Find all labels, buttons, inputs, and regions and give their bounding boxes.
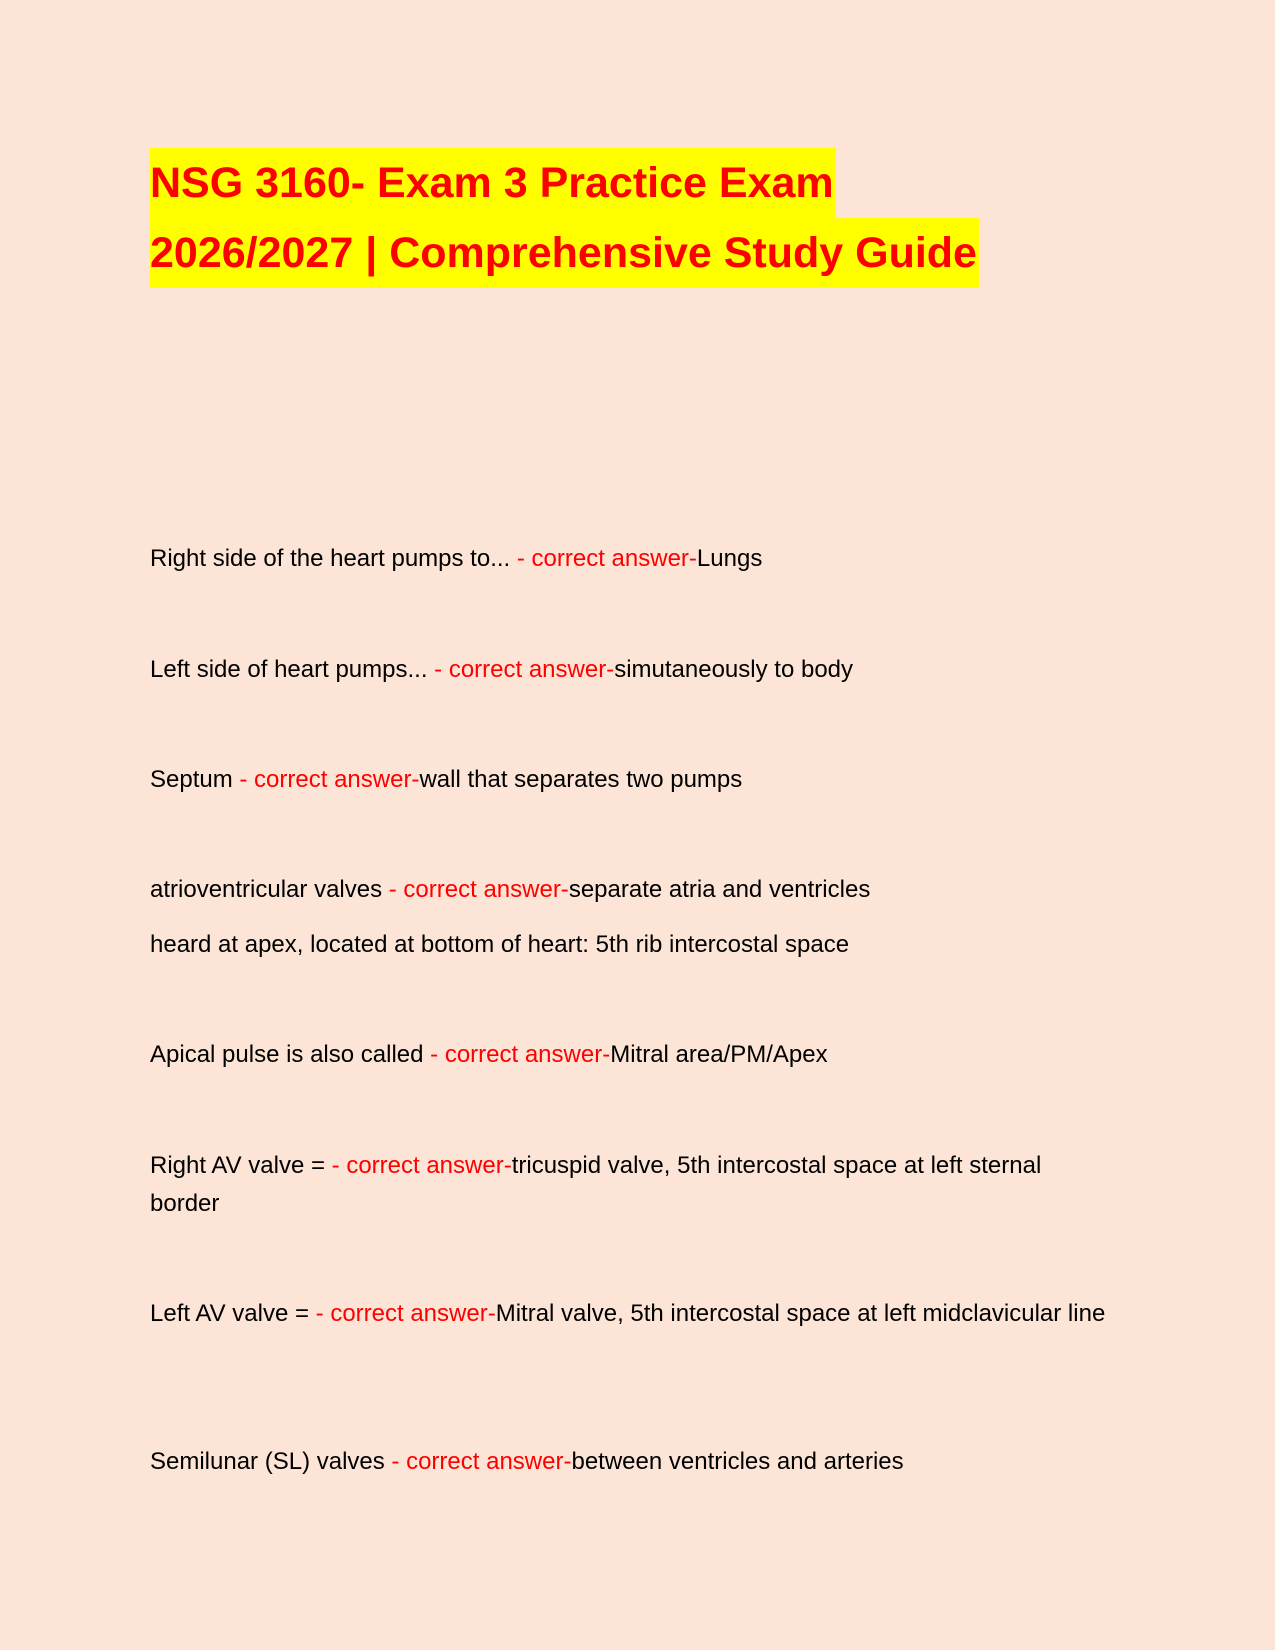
question-text: Right side of the heart pumps to... — [150, 545, 517, 572]
answer-text: tricuspid valve, 5th intercostal space at left sternal border — [150, 1152, 1042, 1217]
answer-text: simutaneously to body — [614, 656, 854, 683]
qa-item-2 — [150, 651, 1110, 689]
answer-marker: - correct answer- — [388, 876, 569, 903]
question-text: Left side of heart pumps... — [150, 656, 435, 683]
qa-item-5 — [150, 1036, 1110, 1074]
qa-item-4-continuation: heard at apex, located at bottom of heart: 5th rib intercostal space — [150, 931, 850, 958]
qa-item-7 — [150, 1295, 1110, 1333]
title-line-1: NSG 3160- Exam 3 Practice Exam — [150, 148, 836, 218]
question-text: Right AV valve = — [150, 1152, 332, 1179]
question-text: atrioventricular valves — [150, 876, 389, 903]
question-text: Apical pulse is also called — [150, 1041, 431, 1068]
answer-marker: - correct answer- — [434, 656, 615, 683]
answer-text: between ventricles and arteries — [571, 1448, 904, 1475]
answer-marker: - correct answer- — [516, 545, 697, 572]
answer-marker: - correct answer- — [391, 1448, 572, 1475]
answer-text: wall that separates two pumps — [419, 766, 743, 793]
answer-marker: - correct answer- — [315, 1300, 496, 1327]
qa-item-1 — [150, 540, 1110, 578]
question-text: Left AV valve = — [150, 1300, 316, 1327]
answer-text: Mitral area/PM/Apex — [610, 1041, 828, 1068]
question-text: Semilunar (SL) valves — [150, 1448, 392, 1475]
qa-item-6 — [150, 1147, 1110, 1223]
answer-text: Lungs — [696, 545, 763, 572]
answer-text: separate atria and ventricles — [568, 876, 871, 903]
answer-text: Mitral valve, 5th intercostal space at left midclavicular line — [495, 1300, 1106, 1327]
answer-marker: - correct answer- — [331, 1152, 512, 1179]
qa-item-8 — [150, 1443, 1110, 1481]
title-line-2: 2026/2027 | Comprehensive Study Guide — [150, 218, 979, 288]
answer-marker: - correct answer- — [430, 1041, 611, 1068]
qa-item-3 — [150, 761, 1110, 799]
qa-item-4 — [150, 871, 1110, 909]
question-text: Septum — [150, 766, 240, 793]
answer-marker: - correct answer- — [239, 766, 420, 793]
document-title — [150, 148, 1130, 288]
